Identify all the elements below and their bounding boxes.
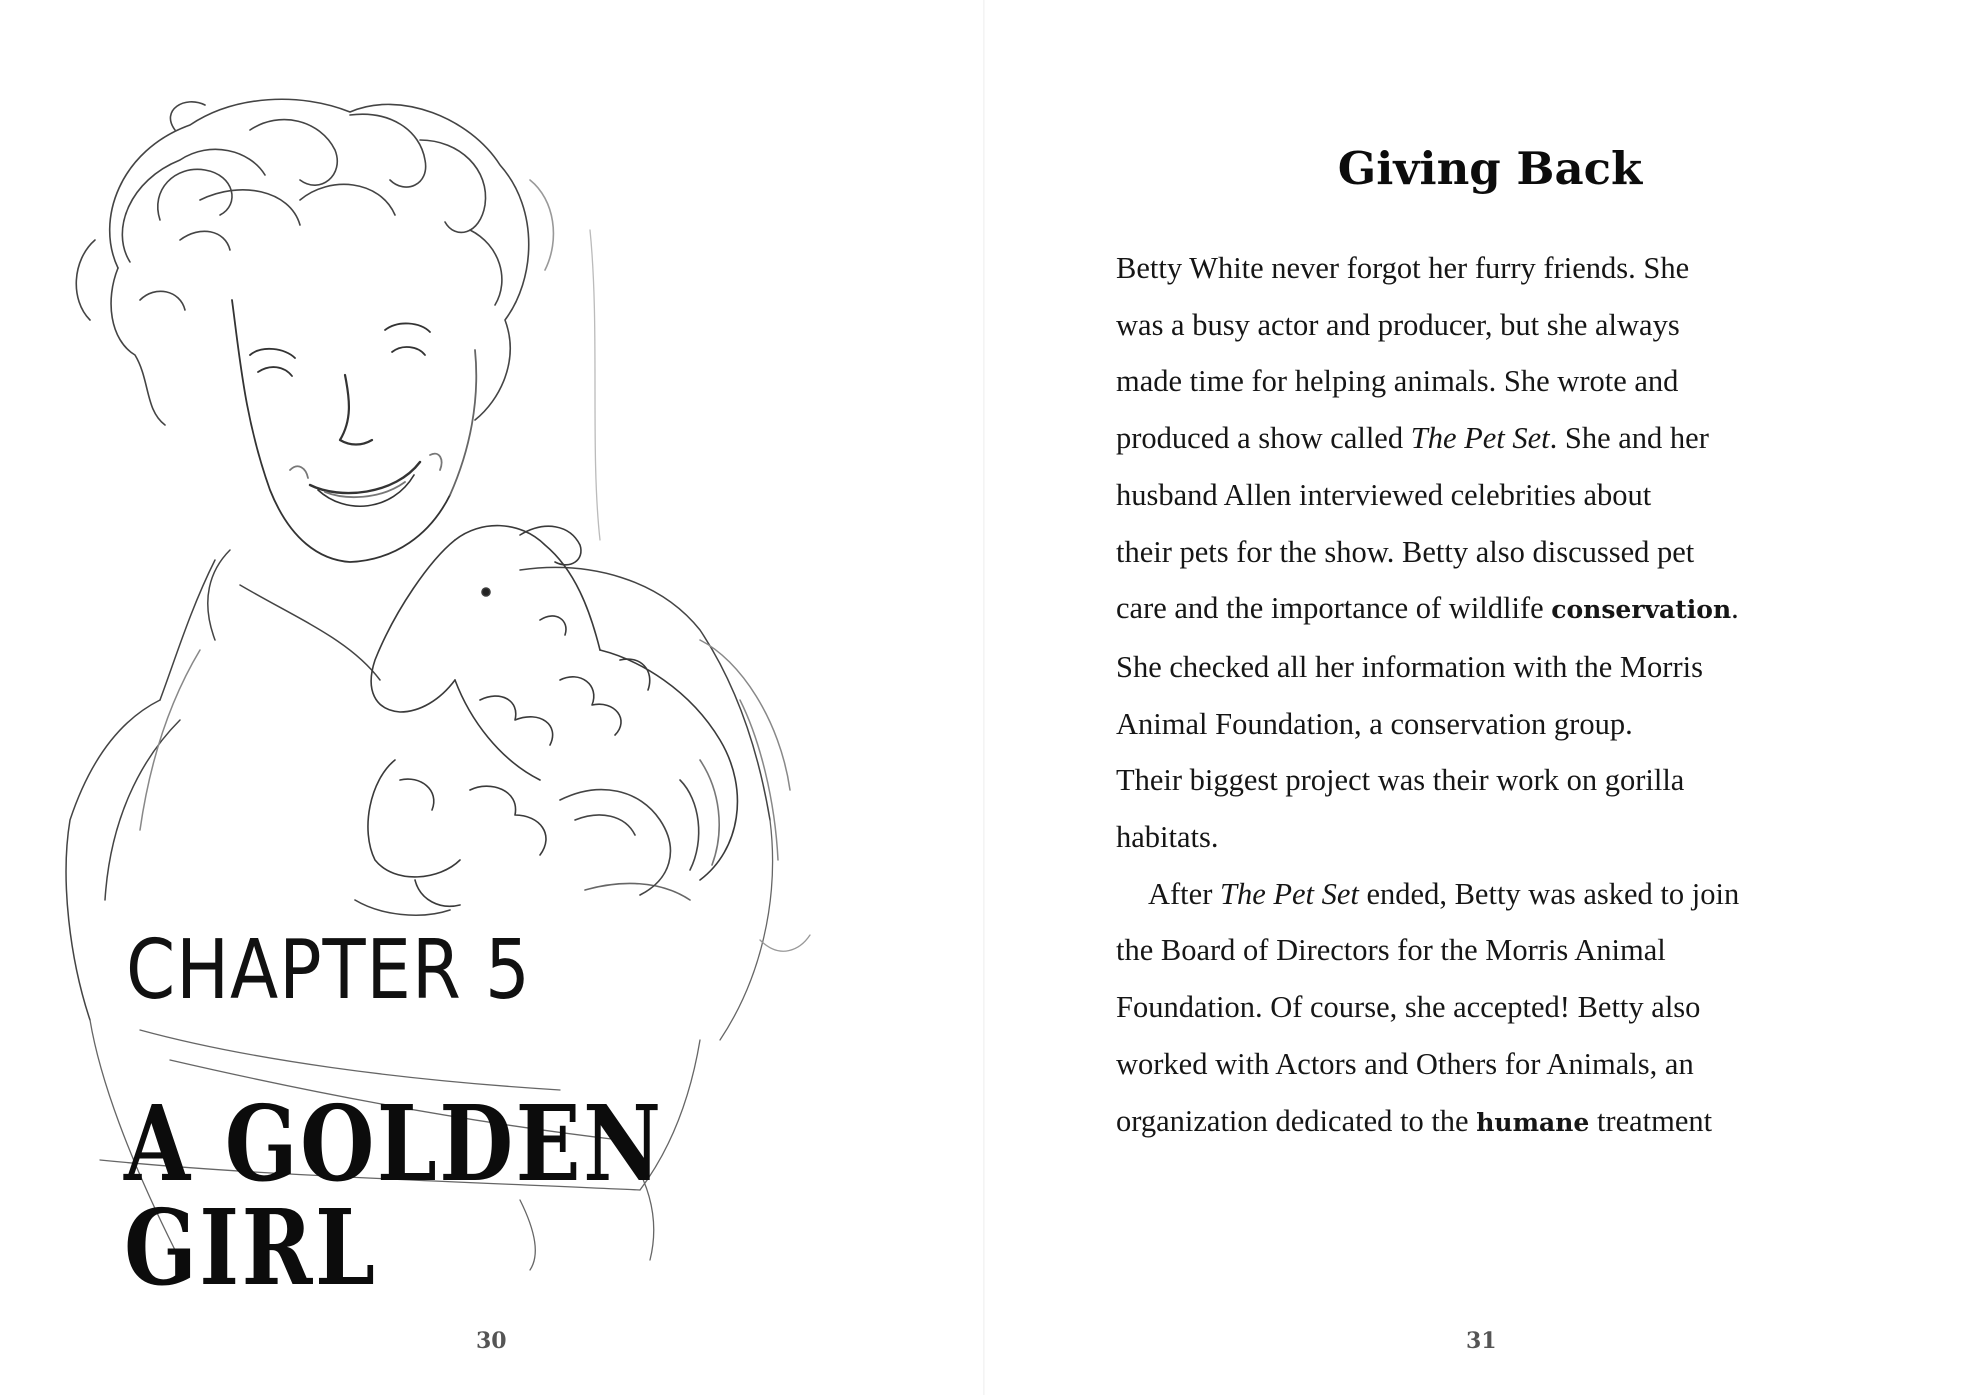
text-line: organization dedicated to the humane treatment [1116,1103,1713,1138]
text-line: She checked all her information with the Morris [1116,649,1703,684]
show-title-italic: The Pet Set [1410,421,1550,456]
glossary-term: humane [1476,1107,1590,1137]
text-line: Their biggest project was their work on gorilla [1116,763,1685,798]
left-page [0,0,984,1395]
text-line: made time for helping animals. She wrote and [1116,364,1679,399]
section-heading: Giving Back [1337,142,1643,195]
text-line: worked with Actors and Others for Animals, an [1116,1046,1694,1081]
text-line: husband Allen interviewed celebrities about [1116,477,1652,512]
text-line: Animal Foundation, a conservation group. [1116,706,1633,741]
page-number-left: 30 [476,1328,507,1354]
text-line: Foundation. Of course, she accepted! Betty also [1116,990,1701,1025]
text-line: care and the importance of wildlife conservation. [1116,591,1739,626]
text-line: their pets for the show. Betty also discussed pet [1116,534,1695,569]
show-title-italic: The Pet Set [1219,876,1359,911]
chapter-title: A GOLDEN GIRL [124,1082,664,1309]
text-line: produced a show called The Pet Set. She and her [1116,421,1709,456]
text-line: the Board of Directors for the Morris Animal [1116,933,1666,968]
glossary-term: conservation [1551,595,1732,625]
text-line: After The Pet Set ended, Betty was asked to join [1148,876,1740,911]
text-line: was a busy actor and producer, but she always [1116,307,1680,342]
text-line: Betty White never forgot her furry friends. She [1116,251,1690,285]
text-line: habitats. [1116,820,1219,855]
chapter-label: CHAPTER 5 [126,923,531,1018]
body-text [1116,240,1856,1151]
page-number-right: 31 [1466,1328,1497,1354]
